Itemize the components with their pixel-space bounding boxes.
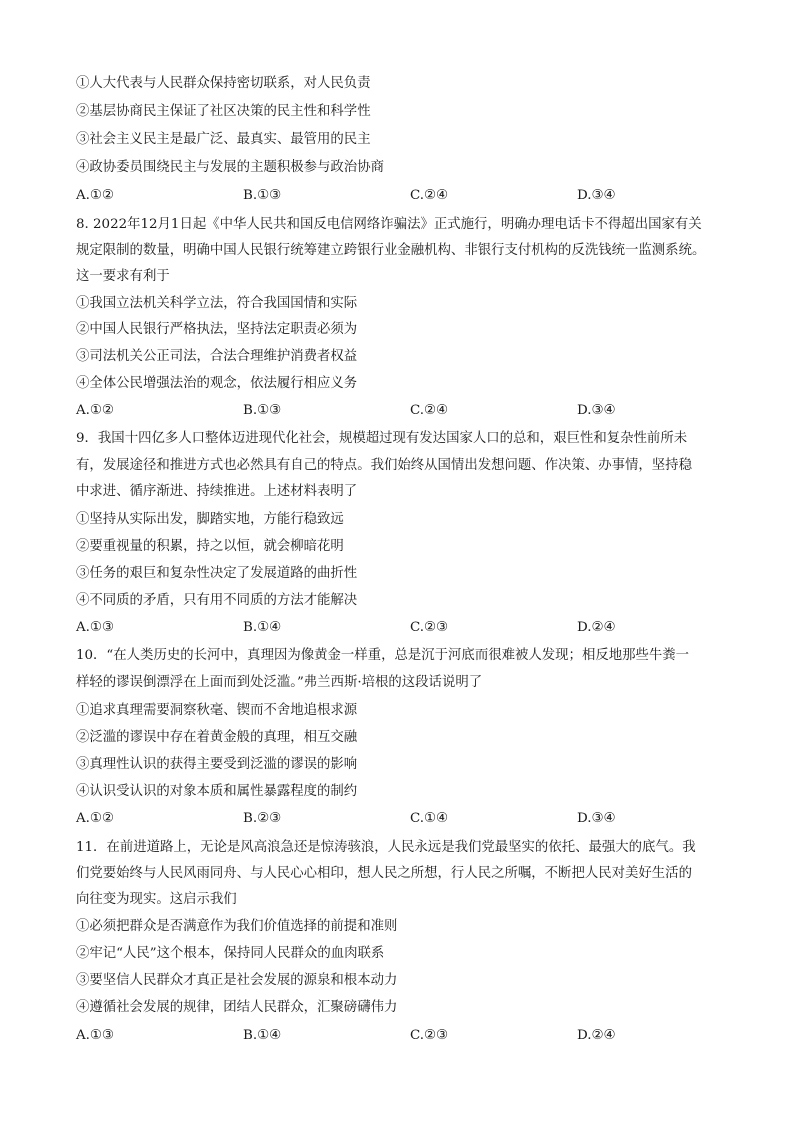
q8-stem-line-1: 8. 2022年12月1日起《中华人民共和国反电信网络诈骗法》正式施行，明确办理电话卡不得超出国家有关 bbox=[76, 217, 702, 232]
q7-option-c: C.②④ bbox=[410, 188, 449, 203]
q10-option-d: D.③④ bbox=[577, 811, 616, 826]
q9-stem-line-2: 有，发展途径和推进方式也必然具有自己的特点。我们始终从国情出发想问题、作决策、办事情，坚持稳 bbox=[76, 458, 692, 473]
q10-stem-line-2: 样轻的谬误倒漂浮在上面而到处泛滥。”弗兰西斯·培根的这段话说明了 bbox=[76, 675, 483, 690]
q9-stem-line-1: 9．我国十四亿多人口整体迈进现代化社会，规模超过现有发达国家人口的总和，艰巨性和复杂性前所未 bbox=[76, 431, 688, 446]
q10-stem-line-1: 10．“在人类历史的长河中，真理因为像黄金一样重，总是沉于河底而很难被人发现；相反地那些牛粪一 bbox=[76, 648, 690, 663]
q7-option-d: D.③④ bbox=[577, 188, 616, 203]
q9-item-2: ②要重视量的积累，持之以恒，就会柳暗花明 bbox=[76, 539, 344, 554]
q8-item-4: ④全体公民增强法治的观念，依法履行相应义务 bbox=[76, 376, 358, 391]
q11-option-a: A.①③ bbox=[76, 1028, 114, 1043]
q11-item-2: ②牢记“人民”这个根本，保持同人民群众的血肉联系 bbox=[76, 946, 385, 961]
q10-item-2: ②泛滥的谬误中存在着黄金般的真理，相互交融 bbox=[76, 730, 358, 745]
q10-option-b: B.②③ bbox=[243, 811, 282, 826]
q9-option-b: B.①④ bbox=[243, 620, 282, 635]
q9-option-c: C.②③ bbox=[410, 620, 449, 635]
q9-options bbox=[76, 618, 720, 638]
q11-options bbox=[76, 1026, 720, 1046]
q8-option-d: D.③④ bbox=[577, 403, 616, 418]
q8-item-2: ②中国人民银行严格执法，坚持法定职责必须为 bbox=[76, 322, 358, 337]
q8-item-3: ③司法机关公正司法，合法合理维护消费者权益 bbox=[76, 349, 358, 364]
q9-stem-line-3: 中求进、循序渐进、持续推进。上述材料表明了 bbox=[76, 484, 358, 499]
q9-option-a: A.①③ bbox=[76, 620, 114, 635]
q7-item-2: ②基层协商民主保证了社区决策的民主性和科学性 bbox=[76, 104, 371, 119]
q8-option-a: A.①② bbox=[76, 403, 114, 418]
q9-item-1: ①坚持从实际出发，脚踏实地，方能行稳致远 bbox=[76, 512, 344, 527]
q11-item-1: ①必须把群众是否满意作为我们价值选择的前提和准则 bbox=[76, 919, 398, 934]
q7-item-4: ④政协委员围绕民主与发展的主题积极参与政治协商 bbox=[76, 160, 384, 175]
q8-item-1: ①我国立法机关科学立法，符合我国国情和实际 bbox=[76, 296, 358, 311]
q8-stem-line-3: 这一要求有利于 bbox=[76, 269, 170, 284]
q10-item-3: ③真理性认识的获得主要受到泛滥的谬误的影响 bbox=[76, 757, 358, 772]
q7-item-3: ③社会主义民主是最广泛、最真实、最管用的民主 bbox=[76, 132, 371, 147]
q8-option-c: C.②④ bbox=[410, 403, 449, 418]
q10-options bbox=[76, 809, 720, 829]
q11-stem-line-2: 们党要始终与人民风雨同舟、与人民心心相印，想人民之所想，行人民之所嘱，不断把人民对美好生活的 bbox=[76, 866, 692, 881]
q10-item-4: ④认识受认识的对象本质和属性暴露程度的制约 bbox=[76, 784, 358, 799]
q11-item-3: ③要坚信人民群众才真正是社会发展的源泉和根本动力 bbox=[76, 973, 398, 988]
q8-option-b: B.①③ bbox=[243, 403, 282, 418]
q9-option-d: D.②④ bbox=[577, 620, 616, 635]
q8-options bbox=[76, 401, 720, 421]
q7-item-1: ①人大代表与人民群众保持密切联系，对人民负责 bbox=[76, 76, 371, 91]
q10-option-c: C.①④ bbox=[410, 811, 449, 826]
q8-stem-line-2: 规定限制的数量，明确中国人民银行统筹建立跨银行业金融机构、非银行支付机构的反洗钱统一监测系统。 bbox=[76, 243, 706, 258]
q9-item-4: ④不同质的矛盾，只有用不同质的方法才能解决 bbox=[76, 593, 358, 608]
q7-options bbox=[76, 186, 720, 206]
q10-option-a: A.①② bbox=[76, 811, 114, 826]
q7-option-b: B.①③ bbox=[243, 188, 282, 203]
q11-option-b: B.①④ bbox=[243, 1028, 282, 1043]
q7-option-a: A.①② bbox=[76, 188, 114, 203]
q11-option-c: C.②③ bbox=[410, 1028, 449, 1043]
q11-option-d: D.②④ bbox=[577, 1028, 616, 1043]
q9-item-3: ③任务的艰巨和复杂性决定了发展道路的曲折性 bbox=[76, 566, 358, 581]
q11-item-4: ④遵循社会发展的规律，团结人民群众，汇聚磅礴伟力 bbox=[76, 1000, 398, 1015]
q11-stem-line-3: 向往变为现实。这启示我们 bbox=[76, 892, 237, 907]
q10-item-1: ①追求真理需要洞察秋毫、锲而不舍地追根求源 bbox=[76, 703, 358, 718]
q11-stem-line-1: 11．在前进道路上，无论是风高浪急还是惊涛骇浪，人民永远是我们党最坚实的依托、最强大的底气。我 bbox=[76, 840, 696, 855]
